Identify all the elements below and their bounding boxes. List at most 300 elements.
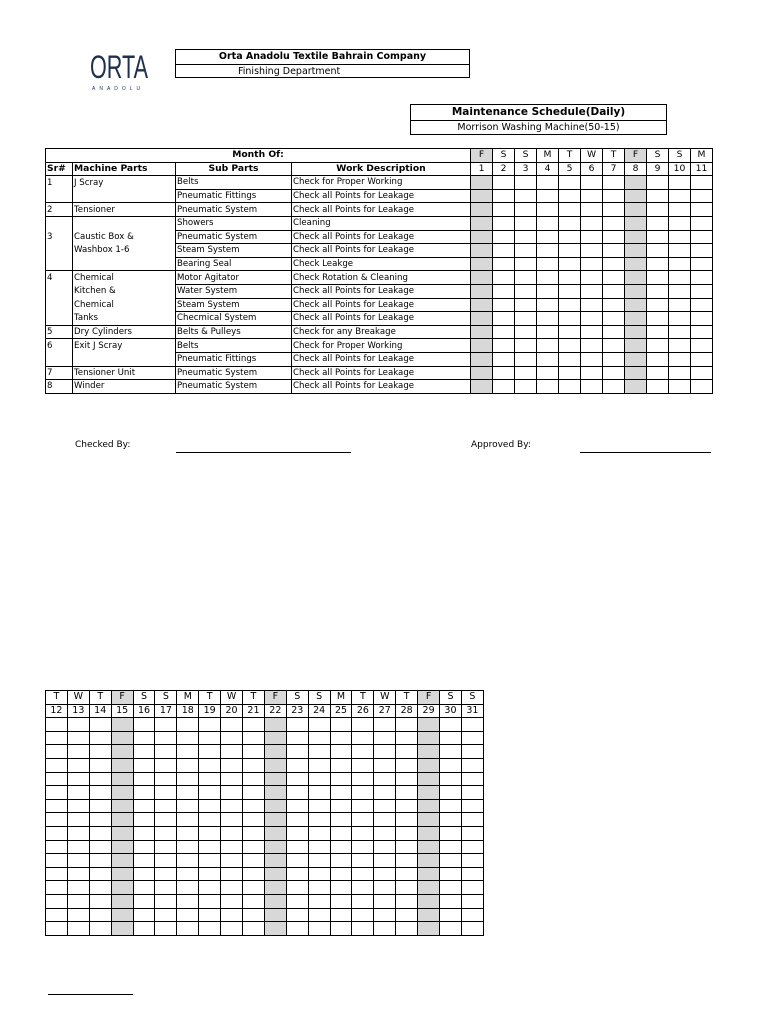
check-cell[interactable] [67,772,89,786]
check-cell[interactable] [155,840,177,854]
check-cell[interactable] [669,271,691,285]
check-cell[interactable] [625,380,647,394]
check-cell[interactable] [46,813,68,827]
check-cell[interactable] [461,840,483,854]
check-cell[interactable] [581,203,603,217]
check-cell[interactable] [46,840,68,854]
check-cell[interactable] [243,718,265,732]
check-cell[interactable] [177,867,199,881]
check-cell[interactable] [264,826,286,840]
approved-by-line[interactable] [580,452,711,453]
check-cell[interactable] [133,867,155,881]
check-cell[interactable] [603,176,625,190]
check-cell[interactable] [264,908,286,922]
check-cell[interactable] [647,339,669,353]
check-cell[interactable] [471,244,493,258]
check-cell[interactable] [559,325,581,339]
check-cell[interactable] [440,772,462,786]
check-cell[interactable] [89,731,111,745]
check-cell[interactable] [461,881,483,895]
check-cell[interactable] [625,366,647,380]
check-cell[interactable] [221,758,243,772]
check-cell[interactable] [155,786,177,800]
check-cell[interactable] [691,380,713,394]
check-cell[interactable] [199,813,221,827]
check-cell[interactable] [493,339,515,353]
check-cell[interactable] [330,826,352,840]
check-cell[interactable] [691,325,713,339]
check-cell[interactable] [286,908,308,922]
check-cell[interactable] [352,894,374,908]
check-cell[interactable] [199,731,221,745]
check-cell[interactable] [46,867,68,881]
check-cell[interactable] [67,894,89,908]
check-cell[interactable] [581,216,603,230]
check-cell[interactable] [352,718,374,732]
check-cell[interactable] [46,799,68,813]
check-cell[interactable] [111,922,133,936]
check-cell[interactable] [559,257,581,271]
check-cell[interactable] [493,257,515,271]
check-cell[interactable] [67,826,89,840]
check-cell[interactable] [603,366,625,380]
check-cell[interactable] [264,867,286,881]
check-cell[interactable] [396,772,418,786]
check-cell[interactable] [461,894,483,908]
check-cell[interactable] [264,881,286,895]
check-cell[interactable] [374,922,396,936]
check-cell[interactable] [155,758,177,772]
check-cell[interactable] [374,813,396,827]
check-cell[interactable] [308,894,330,908]
check-cell[interactable] [133,772,155,786]
check-cell[interactable] [46,854,68,868]
check-cell[interactable] [243,908,265,922]
check-cell[interactable] [264,922,286,936]
check-cell[interactable] [537,244,559,258]
check-cell[interactable] [559,312,581,326]
check-cell[interactable] [559,216,581,230]
check-cell[interactable] [537,189,559,203]
check-cell[interactable] [221,718,243,732]
check-cell[interactable] [111,745,133,759]
check-cell[interactable] [461,922,483,936]
check-cell[interactable] [515,298,537,312]
check-cell[interactable] [471,203,493,217]
check-cell[interactable] [515,203,537,217]
check-cell[interactable] [396,799,418,813]
check-cell[interactable] [133,758,155,772]
check-cell[interactable] [669,244,691,258]
check-cell[interactable] [559,271,581,285]
check-cell[interactable] [89,867,111,881]
check-cell[interactable] [396,854,418,868]
check-cell[interactable] [537,325,559,339]
check-cell[interactable] [603,298,625,312]
check-cell[interactable] [89,840,111,854]
check-cell[interactable] [177,894,199,908]
check-cell[interactable] [396,731,418,745]
check-cell[interactable] [537,352,559,366]
check-cell[interactable] [155,881,177,895]
check-cell[interactable] [133,826,155,840]
check-cell[interactable] [603,230,625,244]
check-cell[interactable] [264,758,286,772]
check-cell[interactable] [471,189,493,203]
check-cell[interactable] [647,244,669,258]
check-cell[interactable] [669,380,691,394]
check-cell[interactable] [308,813,330,827]
check-cell[interactable] [330,772,352,786]
check-cell[interactable] [691,284,713,298]
check-cell[interactable] [352,908,374,922]
check-cell[interactable] [330,881,352,895]
check-cell[interactable] [625,203,647,217]
check-cell[interactable] [155,731,177,745]
check-cell[interactable] [352,786,374,800]
check-cell[interactable] [374,718,396,732]
check-cell[interactable] [559,203,581,217]
check-cell[interactable] [352,922,374,936]
check-cell[interactable] [243,881,265,895]
check-cell[interactable] [471,352,493,366]
check-cell[interactable] [396,745,418,759]
check-cell[interactable] [625,352,647,366]
check-cell[interactable] [669,312,691,326]
check-cell[interactable] [374,745,396,759]
check-cell[interactable] [537,312,559,326]
check-cell[interactable] [374,867,396,881]
check-cell[interactable] [603,189,625,203]
check-cell[interactable] [581,352,603,366]
check-cell[interactable] [155,745,177,759]
check-cell[interactable] [625,325,647,339]
check-cell[interactable] [515,352,537,366]
check-cell[interactable] [559,176,581,190]
check-cell[interactable] [308,840,330,854]
check-cell[interactable] [243,772,265,786]
check-cell[interactable] [515,366,537,380]
check-cell[interactable] [67,758,89,772]
check-cell[interactable] [46,786,68,800]
check-cell[interactable] [89,758,111,772]
check-cell[interactable] [133,731,155,745]
check-cell[interactable] [440,867,462,881]
check-cell[interactable] [537,176,559,190]
check-cell[interactable] [669,189,691,203]
check-cell[interactable] [330,867,352,881]
check-cell[interactable] [493,203,515,217]
check-cell[interactable] [493,271,515,285]
check-cell[interactable] [440,826,462,840]
check-cell[interactable] [669,284,691,298]
check-cell[interactable] [418,745,440,759]
check-cell[interactable] [133,908,155,922]
check-cell[interactable] [199,854,221,868]
check-cell[interactable] [308,908,330,922]
check-cell[interactable] [177,745,199,759]
check-cell[interactable] [537,257,559,271]
check-cell[interactable] [396,758,418,772]
check-cell[interactable] [581,230,603,244]
check-cell[interactable] [199,718,221,732]
check-cell[interactable] [396,840,418,854]
check-cell[interactable] [221,840,243,854]
check-cell[interactable] [537,271,559,285]
check-cell[interactable] [396,894,418,908]
check-cell[interactable] [352,826,374,840]
check-cell[interactable] [111,908,133,922]
check-cell[interactable] [603,339,625,353]
check-cell[interactable] [625,216,647,230]
check-cell[interactable] [625,189,647,203]
check-cell[interactable] [603,380,625,394]
check-cell[interactable] [199,745,221,759]
check-cell[interactable] [155,813,177,827]
check-cell[interactable] [374,799,396,813]
check-cell[interactable] [647,352,669,366]
check-cell[interactable] [691,203,713,217]
check-cell[interactable] [243,840,265,854]
check-cell[interactable] [133,881,155,895]
check-cell[interactable] [243,745,265,759]
check-cell[interactable] [471,366,493,380]
check-cell[interactable] [330,731,352,745]
check-cell[interactable] [221,745,243,759]
check-cell[interactable] [461,786,483,800]
check-cell[interactable] [352,854,374,868]
check-cell[interactable] [89,799,111,813]
check-cell[interactable] [440,813,462,827]
check-cell[interactable] [471,312,493,326]
check-cell[interactable] [515,339,537,353]
check-cell[interactable] [111,894,133,908]
check-cell[interactable] [89,786,111,800]
check-cell[interactable] [625,230,647,244]
check-cell[interactable] [669,216,691,230]
check-cell[interactable] [493,284,515,298]
check-cell[interactable] [264,731,286,745]
check-cell[interactable] [603,271,625,285]
check-cell[interactable] [243,758,265,772]
check-cell[interactable] [691,230,713,244]
check-cell[interactable] [625,284,647,298]
check-cell[interactable] [515,312,537,326]
check-cell[interactable] [396,922,418,936]
check-cell[interactable] [177,826,199,840]
check-cell[interactable] [133,813,155,827]
check-cell[interactable] [396,908,418,922]
check-cell[interactable] [46,908,68,922]
check-cell[interactable] [647,298,669,312]
check-cell[interactable] [286,826,308,840]
check-cell[interactable] [177,718,199,732]
check-cell[interactable] [286,813,308,827]
check-cell[interactable] [89,813,111,827]
check-cell[interactable] [264,840,286,854]
check-cell[interactable] [330,922,352,936]
check-cell[interactable] [691,312,713,326]
check-cell[interactable] [155,772,177,786]
check-cell[interactable] [515,244,537,258]
check-cell[interactable] [133,922,155,936]
check-cell[interactable] [67,745,89,759]
check-cell[interactable] [461,745,483,759]
check-cell[interactable] [89,854,111,868]
check-cell[interactable] [669,176,691,190]
check-cell[interactable] [581,189,603,203]
check-cell[interactable] [691,366,713,380]
check-cell[interactable] [330,908,352,922]
check-cell[interactable] [46,745,68,759]
check-cell[interactable] [559,339,581,353]
check-cell[interactable] [691,216,713,230]
check-cell[interactable] [374,894,396,908]
check-cell[interactable] [647,230,669,244]
check-cell[interactable] [515,216,537,230]
check-cell[interactable] [647,176,669,190]
check-cell[interactable] [461,799,483,813]
check-cell[interactable] [243,922,265,936]
check-cell[interactable] [286,718,308,732]
check-cell[interactable] [471,216,493,230]
check-cell[interactable] [89,826,111,840]
check-cell[interactable] [133,718,155,732]
check-cell[interactable] [221,826,243,840]
check-cell[interactable] [691,271,713,285]
check-cell[interactable] [418,731,440,745]
check-cell[interactable] [330,745,352,759]
check-cell[interactable] [243,894,265,908]
check-cell[interactable] [559,230,581,244]
check-cell[interactable] [603,216,625,230]
check-cell[interactable] [286,758,308,772]
check-cell[interactable] [199,772,221,786]
check-cell[interactable] [46,731,68,745]
check-cell[interactable] [374,772,396,786]
check-cell[interactable] [221,854,243,868]
check-cell[interactable] [515,325,537,339]
check-cell[interactable] [177,908,199,922]
check-cell[interactable] [264,813,286,827]
check-cell[interactable] [286,881,308,895]
check-cell[interactable] [669,298,691,312]
check-cell[interactable] [308,731,330,745]
check-cell[interactable] [111,772,133,786]
check-cell[interactable] [603,203,625,217]
check-cell[interactable] [264,786,286,800]
check-cell[interactable] [493,352,515,366]
check-cell[interactable] [515,271,537,285]
check-cell[interactable] [133,840,155,854]
check-cell[interactable] [515,257,537,271]
check-cell[interactable] [67,881,89,895]
check-cell[interactable] [330,813,352,827]
check-cell[interactable] [177,840,199,854]
check-cell[interactable] [471,325,493,339]
check-cell[interactable] [440,922,462,936]
check-cell[interactable] [461,758,483,772]
check-cell[interactable] [177,772,199,786]
check-cell[interactable] [374,854,396,868]
check-cell[interactable] [89,772,111,786]
check-cell[interactable] [199,908,221,922]
check-cell[interactable] [515,189,537,203]
check-cell[interactable] [46,881,68,895]
check-cell[interactable] [111,731,133,745]
check-cell[interactable] [440,758,462,772]
check-cell[interactable] [352,731,374,745]
check-cell[interactable] [199,894,221,908]
check-cell[interactable] [89,922,111,936]
check-cell[interactable] [471,380,493,394]
check-cell[interactable] [418,826,440,840]
check-cell[interactable] [286,745,308,759]
check-cell[interactable] [286,799,308,813]
check-cell[interactable] [440,745,462,759]
check-cell[interactable] [67,854,89,868]
check-cell[interactable] [89,745,111,759]
check-cell[interactable] [603,352,625,366]
check-cell[interactable] [581,284,603,298]
check-cell[interactable] [537,339,559,353]
check-cell[interactable] [67,799,89,813]
check-cell[interactable] [581,257,603,271]
check-cell[interactable] [537,284,559,298]
check-cell[interactable] [308,867,330,881]
check-cell[interactable] [603,312,625,326]
check-cell[interactable] [111,826,133,840]
check-cell[interactable] [647,271,669,285]
check-cell[interactable] [199,867,221,881]
check-cell[interactable] [647,366,669,380]
check-cell[interactable] [625,176,647,190]
check-cell[interactable] [199,826,221,840]
check-cell[interactable] [493,244,515,258]
check-cell[interactable] [537,380,559,394]
check-cell[interactable] [330,799,352,813]
check-cell[interactable] [440,881,462,895]
check-cell[interactable] [647,380,669,394]
check-cell[interactable] [330,840,352,854]
check-cell[interactable] [493,230,515,244]
check-cell[interactable] [221,772,243,786]
check-cell[interactable] [286,867,308,881]
check-cell[interactable] [537,216,559,230]
check-cell[interactable] [111,854,133,868]
check-cell[interactable] [199,881,221,895]
check-cell[interactable] [308,745,330,759]
check-cell[interactable] [46,758,68,772]
check-cell[interactable] [603,284,625,298]
check-cell[interactable] [581,312,603,326]
check-cell[interactable] [669,339,691,353]
check-cell[interactable] [46,772,68,786]
check-cell[interactable] [221,867,243,881]
check-cell[interactable] [581,244,603,258]
check-cell[interactable] [537,203,559,217]
check-cell[interactable] [471,284,493,298]
check-cell[interactable] [243,786,265,800]
check-cell[interactable] [625,339,647,353]
check-cell[interactable] [46,826,68,840]
check-cell[interactable] [374,908,396,922]
check-cell[interactable] [352,772,374,786]
check-cell[interactable] [515,176,537,190]
check-cell[interactable] [691,176,713,190]
check-cell[interactable] [133,894,155,908]
check-cell[interactable] [67,922,89,936]
